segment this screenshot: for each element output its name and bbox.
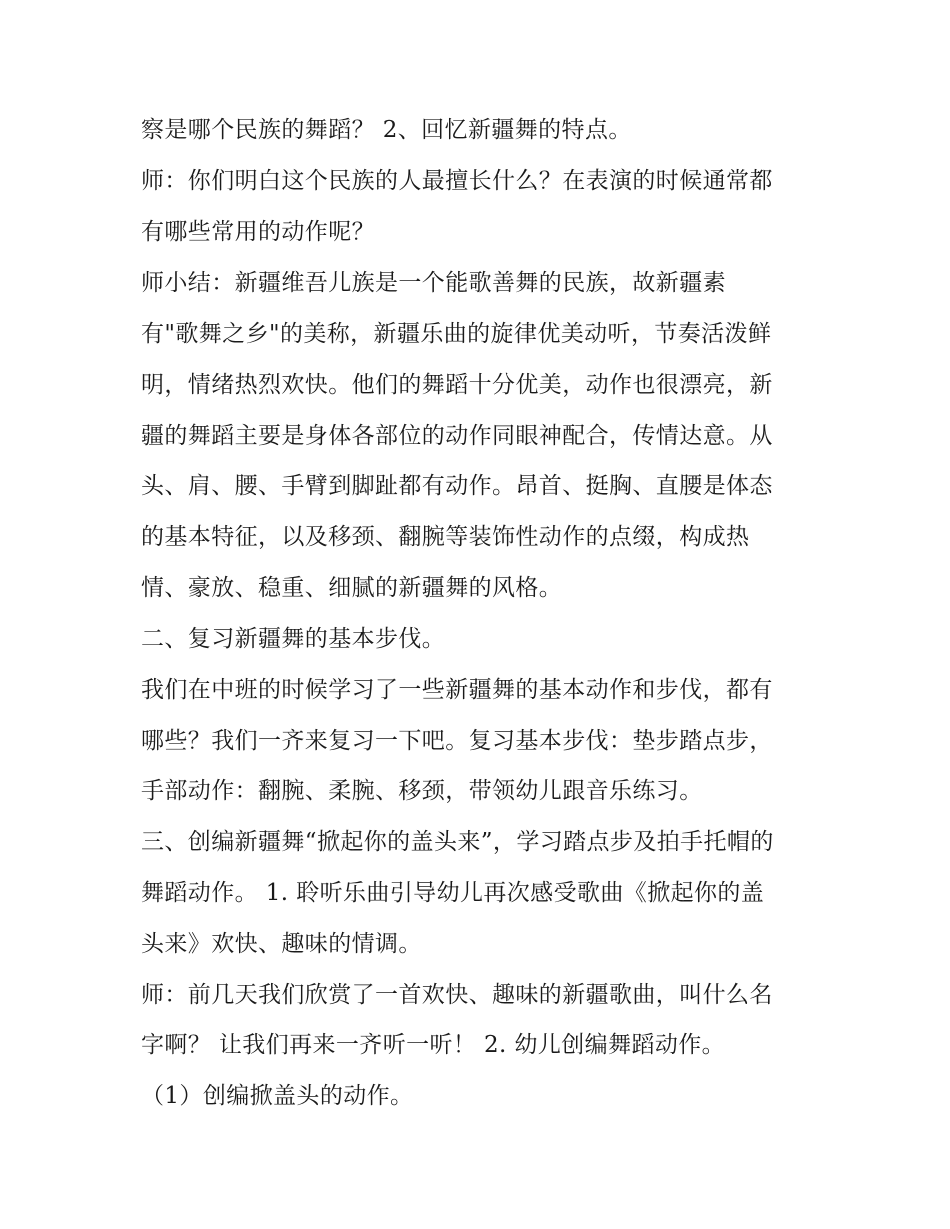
text-line: 字啊？ 让我们再来一齐听一听！ 2. 幼儿创编舞蹈动作。 xyxy=(141,1032,726,1058)
text-line: 情、豪放、稳重、细腻的新疆舞的风格。 xyxy=(141,575,563,601)
text-line: 头来》欢快、趣味的情调。 xyxy=(141,931,422,957)
text-line: 有哪些常用的动作呢？ xyxy=(141,219,375,245)
text-line: 明，情绪热烈欢快。他们的舞蹈十分优美，动作也很漂亮，新 xyxy=(141,372,773,398)
text-line: （1）创编掀盖头的动作。 xyxy=(141,1083,414,1109)
text-line: 师：你们明白这个民族的人最擅长什么？在表演的时候通常都 xyxy=(141,168,773,194)
text-line: 疆的舞蹈主要是身体各部位的动作同眼神配合，传情达意。从 xyxy=(141,423,773,449)
text-line: 师小结：新疆维吾儿族是一个能歌善舞的民族，故新疆素 xyxy=(141,270,726,296)
text-line: 手部动作：翻腕、柔腕、移颈，带领幼儿跟音乐练习。 xyxy=(141,778,703,804)
text-line: 哪些？我们一齐来复习一下吧。复习基本步伐：垫步踏点步， xyxy=(141,728,773,754)
section-heading: 三、创编新疆舞“掀起你的盖头来”，学习踏点步及拍手托帽的 xyxy=(141,829,774,855)
text-line: 师：前几天我们欣赏了一首欢快、趣味的新疆歌曲，叫什么名 xyxy=(141,982,773,1008)
text-line: 的基本特征，以及移颈、翻腕等装饰性动作的点缀，构成热 xyxy=(141,524,750,550)
text-line: 有"歌舞之乡"的美称，新疆乐曲的旋律优美动听，节奏活泼鲜 xyxy=(141,321,772,347)
text-line: 察是哪个民族的舞蹈？ 2、回忆新疆舞的特点。 xyxy=(141,117,632,143)
text-line: 舞蹈动作。 1. 聆听乐曲引导幼儿再次感受歌曲《掀起你的盖 xyxy=(141,880,765,906)
text-line: 头、肩、腰、手臂到脚趾都有动作。昂首、挺胸、直腰是体态 xyxy=(141,473,773,499)
text-line: 我们在中班的时候学习了一些新疆舞的基本动作和步伐，都有 xyxy=(141,677,773,703)
section-heading: 二、复习新疆舞的基本步伐。 xyxy=(141,626,446,652)
